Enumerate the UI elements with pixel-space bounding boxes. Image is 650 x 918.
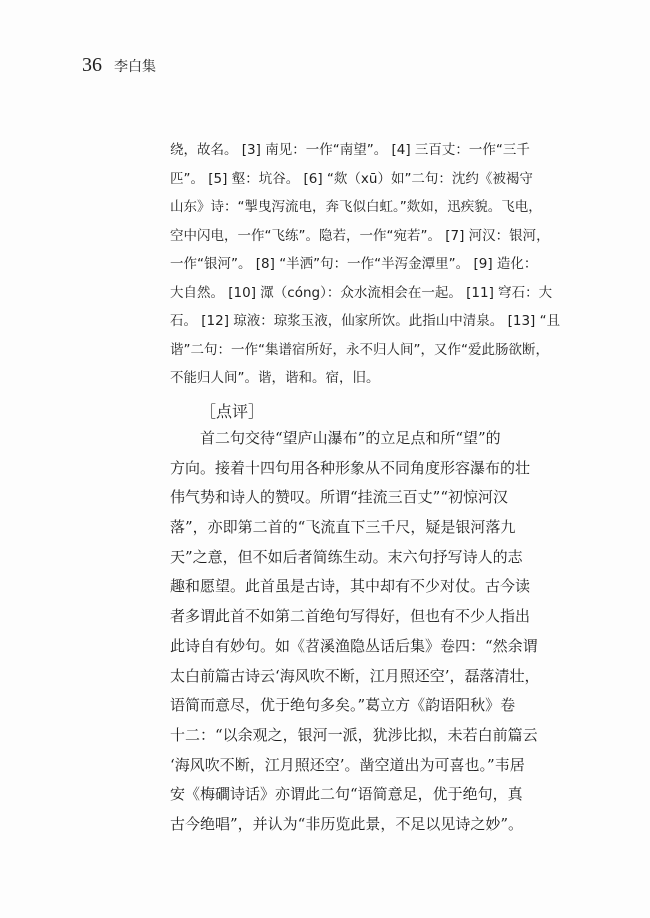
commentary-line: 此诗自有妙句。如《苕溪渔隐丛话后集》卷四：“然余谓 xyxy=(170,636,538,655)
commentary-body xyxy=(170,424,562,840)
footnotes-block xyxy=(170,136,562,393)
commentary-line: 方向。接着十四句用各种形象从不同角度形容瀑布的壮 xyxy=(170,458,531,477)
commentary-line: ‘海风吹不断，江月照还空’。凿空道出为可喜也。”韦居 xyxy=(170,755,525,774)
footnote-line: 绕，故名。 [3] 南见：一作“南望”。 [4] 三百丈：一作“三千 xyxy=(170,142,530,158)
commentary-line: 伟气势和诗人的赞叹。所谓“挂流三百丈”“初惊河汉 xyxy=(170,488,509,507)
running-header xyxy=(82,54,156,77)
commentary-line: 安《梅磵诗话》亦谓此二句“语简意足，优于绝句，真 xyxy=(170,785,523,804)
footnote-line: 石。 [12] 琼液：琼浆玉液，仙家所饮。此指山中清泉。 [13] “且 xyxy=(170,313,561,329)
footnote-line: 谐”二句：一作“集谱宿所好，永不归人间”，又作“爱此肠欲断， xyxy=(170,341,549,358)
footnote-line: 匹”。 [5] 壑：坑谷。 [6] “欻（xū）如”二句：沈约《被褐守 xyxy=(170,170,533,187)
commentary-line: 十二：“以余观之，银河一派，犹涉比拟，未若白前篇云 xyxy=(170,725,538,744)
commentary-line: 语简而意尽，优于绝句多矣。”葛立方《韵语阳秋》卷 xyxy=(170,696,516,715)
book-title: 李白集 xyxy=(114,59,156,75)
commentary-line: 首二句交待“望庐山瀑布”的立足点和所“望”的 xyxy=(200,429,501,447)
footnote-line: 空中闪电，一作“飞练”。隐若，一作“宛若”。 [7] 河汉：银河， xyxy=(170,227,550,244)
commentary-heading: ［点评］ xyxy=(200,402,265,421)
commentary-line: 太白前篇古诗云‘海风吹不断，江月照还空’，磊落清壮， xyxy=(170,666,540,685)
footnote-line: 大自然。 [10] 潀（cóng）：众水流相会在一起。 [11] 穹石：大 xyxy=(170,284,553,301)
commentary-line: 趣和愿望。此首虽是古诗，其中却有不少对仗。古今读 xyxy=(170,577,531,596)
footnote-line: 一作“银河”。 [8] “半洒”句：一作“半泻金潭里”。 [9] 造化： xyxy=(170,256,538,272)
commentary-line: 落”，亦即第二首的“飞流直下三千尺，疑是银河落九 xyxy=(170,518,516,537)
commentary-line: 者多谓此首不如第二首绝句写得好，但也有不少人指出 xyxy=(170,607,531,626)
footnote-line: 山东》诗：“掣曳泻流电，奔飞似白虹。”欻如，迅疾貌。飞电， xyxy=(170,199,542,215)
page-number: 36 xyxy=(82,54,102,76)
commentary-line: 古今绝唱”，并认为“非历览此景，不足以见诗之妙”。 xyxy=(170,814,524,833)
commentary-line: 天”之意，但不如后者简练生动。末六句抒写诗人的志 xyxy=(170,547,523,566)
footnote-line: 不能归人间”。谐，谐和。宿，旧。 xyxy=(170,370,380,386)
